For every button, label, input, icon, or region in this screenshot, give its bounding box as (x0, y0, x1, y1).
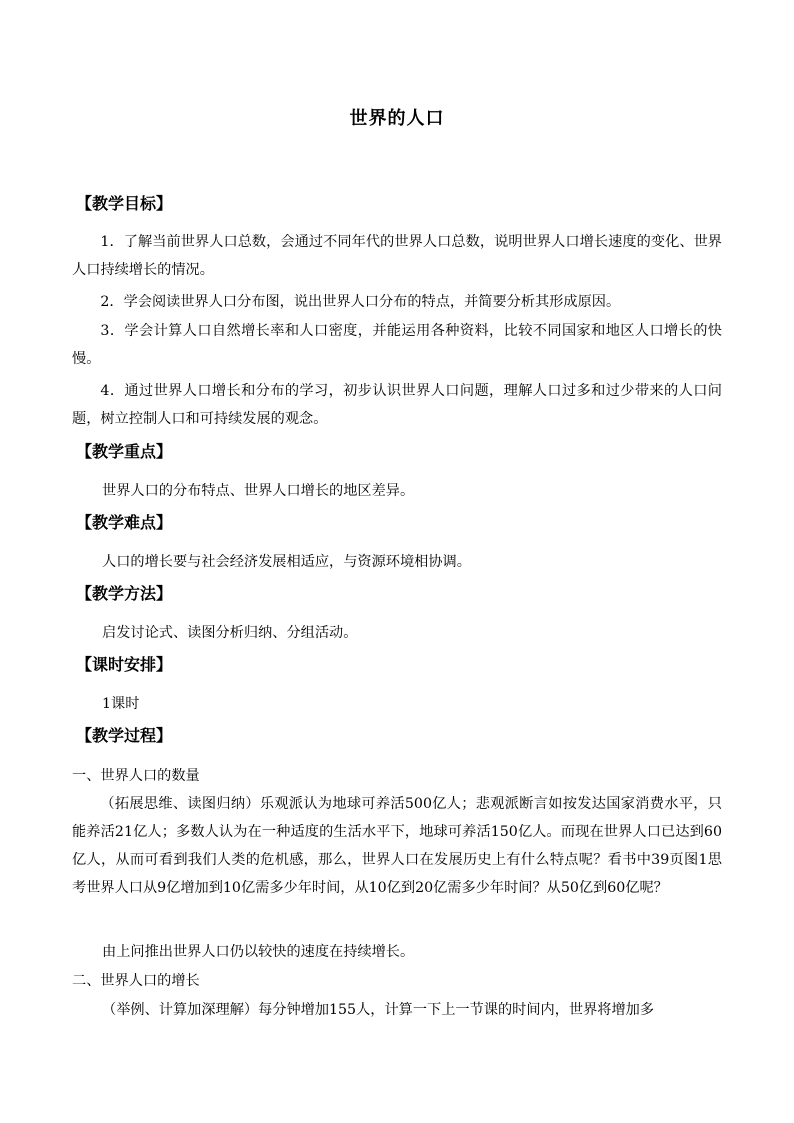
difficulties-heading: 【教学难点】 (76, 513, 173, 532)
process-part2-title: 二、世界人口的增长 (72, 973, 200, 989)
objective-item-1: 1．了解当前世界人口总数，会通过不同年代的世界人口总数，说明世界人口增长速度的变化、世界人口持续增长的情况。 (72, 234, 722, 278)
methods-text: 启发讨论式、读图分析归纳、分组活动。 (102, 625, 358, 641)
key-points-text: 世界人口的分布特点、世界人口增长的地区差异。 (102, 483, 415, 499)
schedule-heading: 【课时安排】 (76, 655, 173, 674)
process-part1-title: 一、世界人口的数量 (72, 768, 200, 784)
schedule-text: 1课时 (102, 696, 140, 712)
process-part2-paragraph: （举例、计算加深理解）每分钟增加155人，计算一下上一节课的时间内，世界将增加多 (102, 1002, 655, 1018)
objective-item-2: 2．学会阅读世界人口分布图，说出世界人口分布的特点，并简要分析其形成原因。 (100, 294, 621, 310)
key-points-heading: 【教学重点】 (76, 442, 173, 461)
objectives-heading: 【教学目标】 (76, 194, 173, 213)
difficulties-text: 人口的增长要与社会经济发展相适应，与资源环境相协调。 (102, 554, 471, 570)
process-part1-paragraph: （拓展思维、读图归纳）乐观派认为地球可养活500亿人；悲观派断言如按发达国家消费水平，只能养活21亿人；多数人认为在一种适度的生活水平下，地球可养活150亿人。而现在世界人口已达到60亿人，从而可看到我们人类的危机感，那么，世界人口在发展历史上有什么特点呢？看书中39页图1思考世界人口从9亿增加到10亿需多少年时间，从10亿到20亿需多少年时间？从50亿到60亿呢？ (72, 796, 722, 896)
objective-item-3: 3．学会计算人口自然增长率和人口密度，并能运用各种资料，比较不同国家和地区人口增长的快慢。 (72, 323, 722, 367)
page-title: 世界的人口 (349, 108, 445, 129)
process-part1-conclusion: 由上问推出世界人口仍以较快的速度在持续增长。 (102, 944, 415, 960)
objective-item-4: 4．通过世界人口增长和分布的学习，初步认识世界人口问题，理解人口过多和过少带来的人口问题，树立控制人口和可持续发展的观念。 (72, 383, 722, 427)
process-heading: 【教学过程】 (76, 726, 173, 745)
methods-heading: 【教学方法】 (76, 584, 173, 603)
